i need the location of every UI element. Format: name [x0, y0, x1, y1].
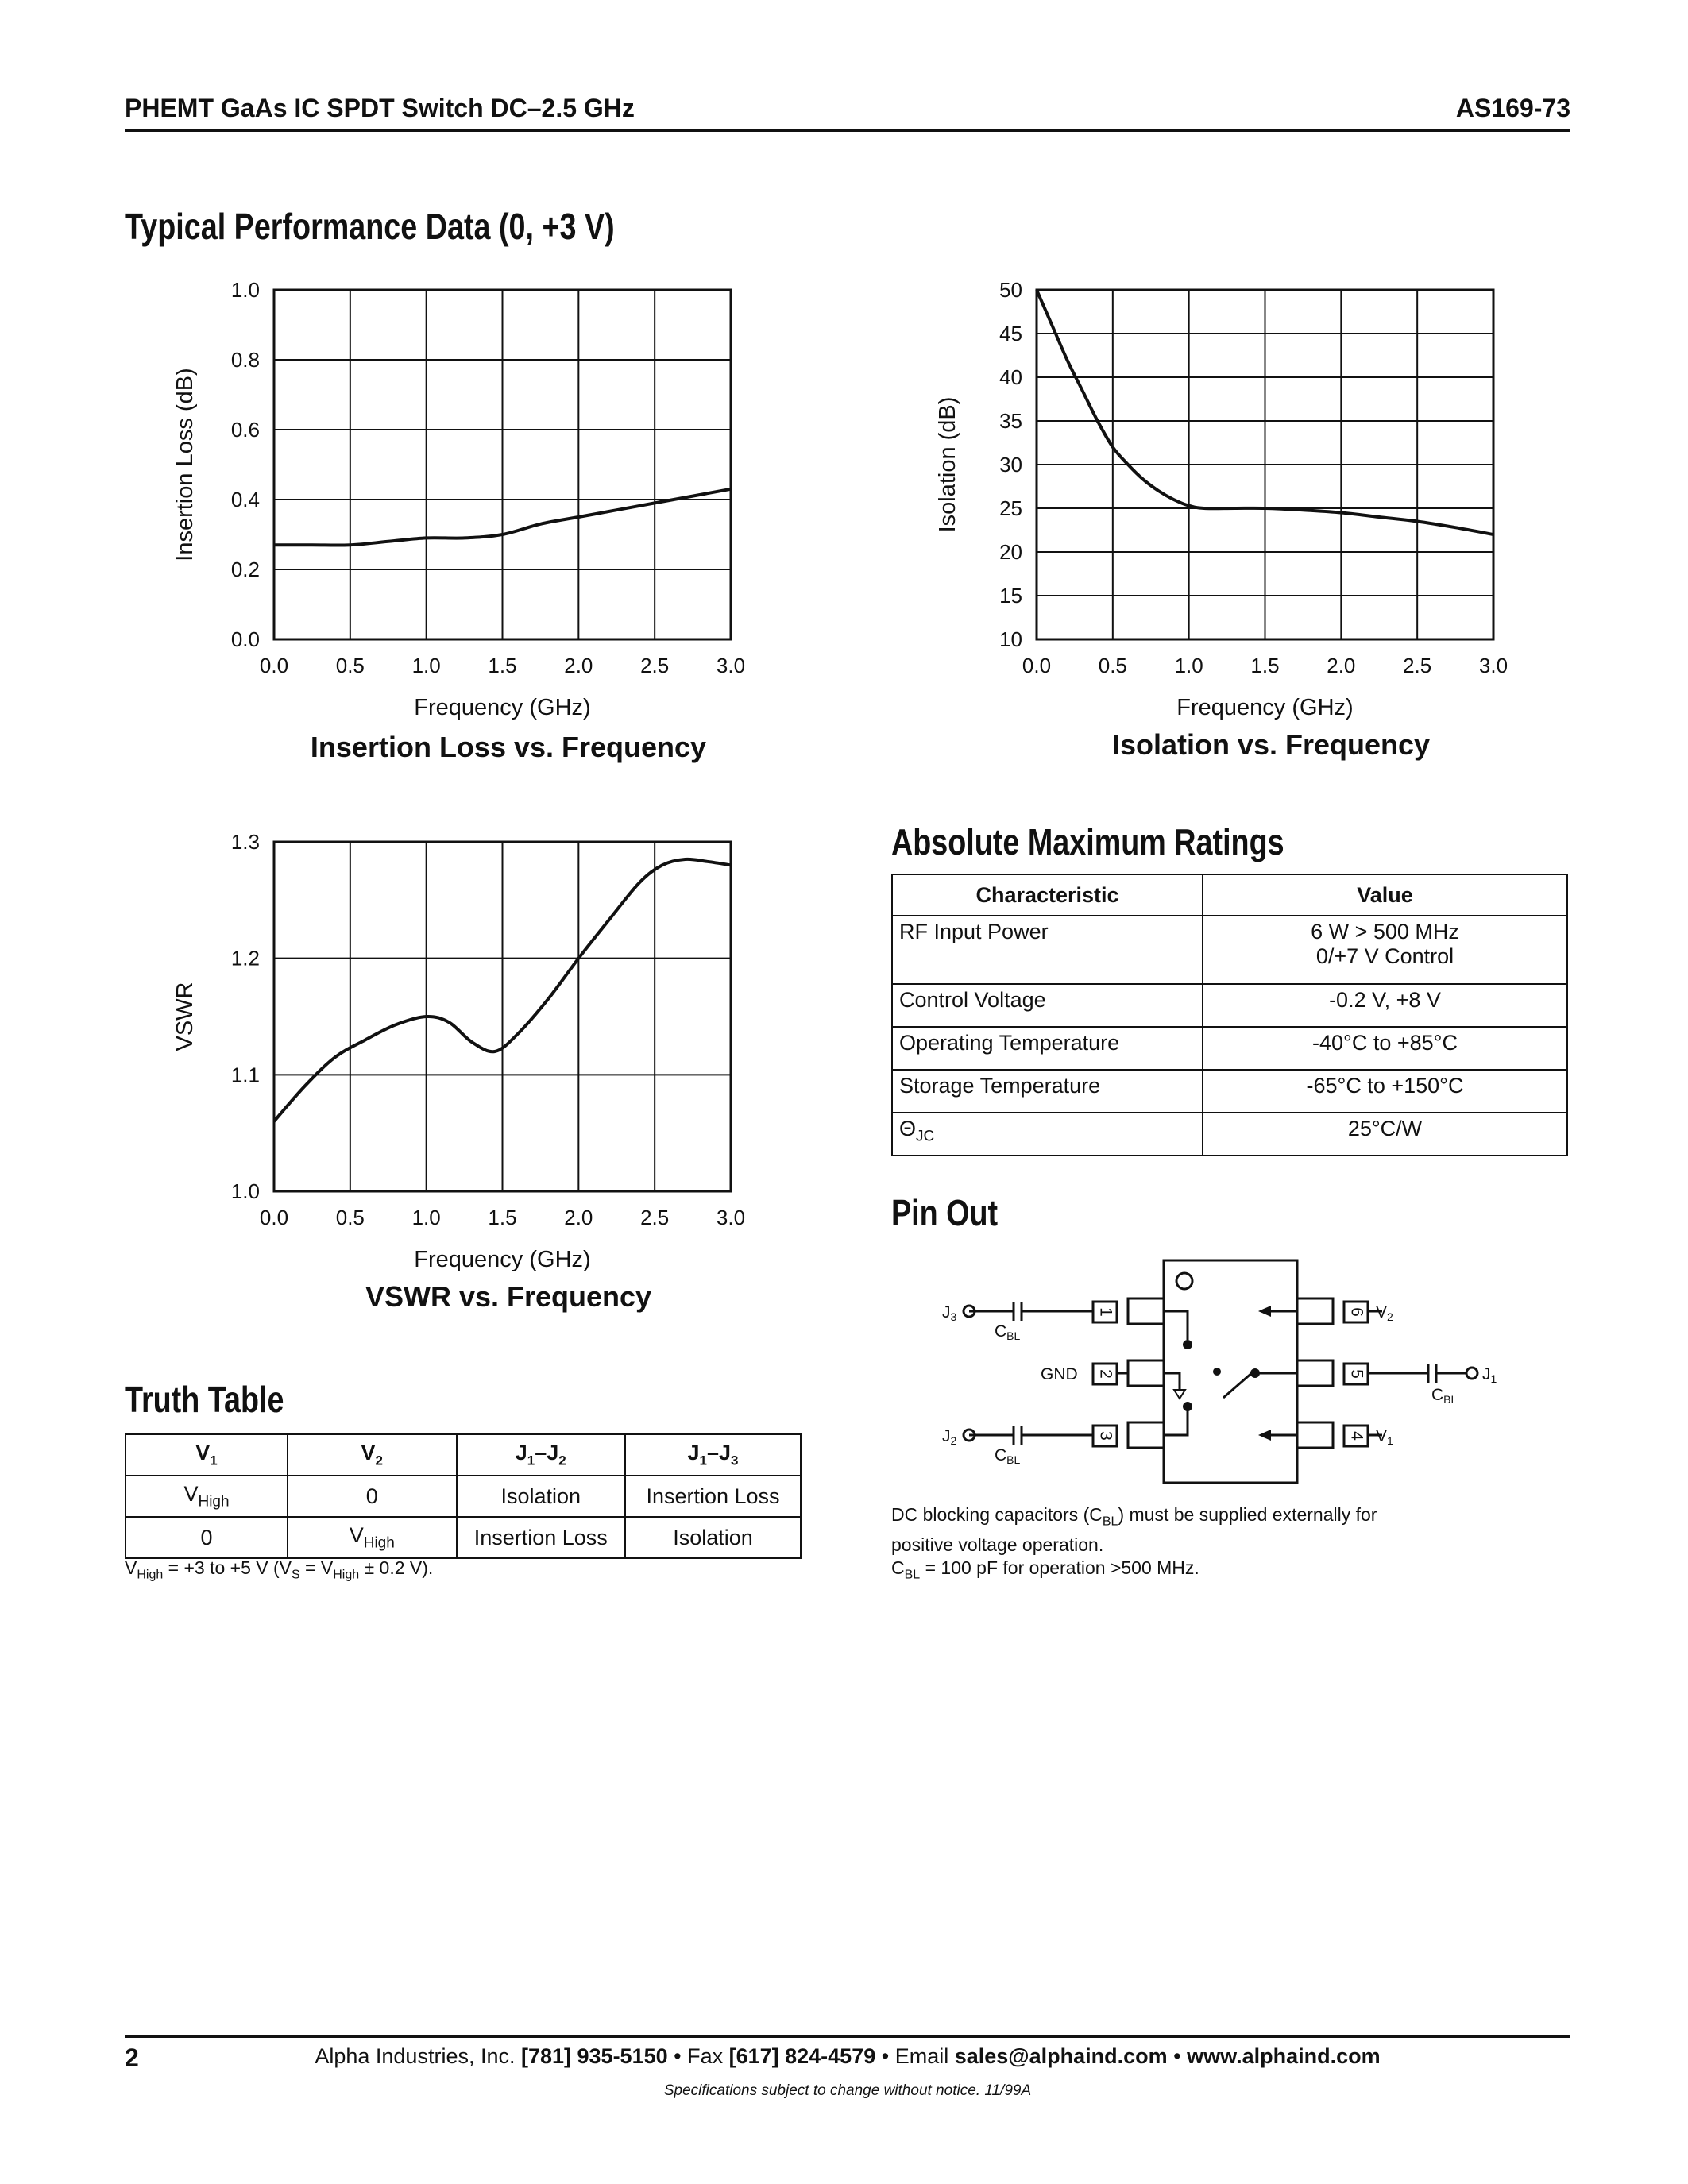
vswr-caption: VSWR vs. Frequency: [365, 1280, 652, 1313]
pinout-title: Pin Out: [891, 1192, 999, 1233]
x-tick-label: 1.0: [1174, 654, 1203, 677]
x-tick-label: 1.5: [488, 654, 517, 677]
pin-number: 3: [1096, 1431, 1115, 1441]
control-arrow-icon: [1258, 1306, 1271, 1317]
x-tick-label: 2.5: [640, 1206, 670, 1229]
pin-tab-right: [1297, 1422, 1333, 1448]
cbl-label: CBL: [995, 1322, 1021, 1342]
ground-icon: [1174, 1390, 1185, 1399]
amr-title: Absolute Maximum Ratings: [891, 821, 1284, 862]
x-tick-label: 0.5: [335, 654, 365, 677]
y-tick-label: 1.2: [230, 946, 260, 970]
pin-number: 4: [1347, 1431, 1366, 1441]
table-row: [126, 1517, 801, 1558]
table-row: [892, 1070, 1567, 1113]
amr-cell-value: -65°C to +150°C: [1203, 1070, 1567, 1113]
pin-number: 6: [1347, 1307, 1366, 1317]
y-tick-label: 20: [999, 540, 1022, 564]
x-tick-label: 2.5: [1403, 654, 1432, 677]
amr-header-row: [892, 874, 1567, 916]
truth-col-v2: $V_2$: [288, 1434, 457, 1476]
footer-contact: Alpha Industries, Inc. [781] 935-5150 • Fax [617] 824-4579 • Email sales@alphaind.com • www.alphaind.com: [315, 2044, 1381, 2068]
gnd-label: GND: [1041, 1365, 1078, 1383]
pinout-diagram: [937, 1251, 1497, 1489]
amr-cell-value: -40°C to +85°C: [1203, 1027, 1567, 1070]
amr-cell-char: Storage Temperature: [892, 1070, 1203, 1113]
table-row: [126, 1476, 801, 1517]
x-tick-label: 2.5: [640, 654, 670, 677]
x-axis-label: Frequency (GHz): [414, 695, 591, 720]
theta-subscript: JC: [916, 1128, 935, 1145]
y-tick-label: 0.2: [230, 558, 260, 581]
truth-cell: 0: [126, 1517, 288, 1558]
x-tick-label: 1.0: [411, 1206, 441, 1229]
package-body: [1164, 1260, 1297, 1483]
x-tick-label: 2.0: [564, 654, 593, 677]
section-title: Typical Performance Data (0, +3 V): [125, 206, 615, 247]
amr-table: [891, 874, 1568, 1156]
y-tick-label: 25: [999, 496, 1022, 520]
isolation-chart: [921, 266, 1541, 719]
footer-disclaimer: Specifications subject to change without notice. 11/99A: [663, 2082, 1032, 2099]
truth-cell: Isolation: [457, 1476, 626, 1517]
part-number: AS169-73: [1455, 94, 1570, 122]
j3-label: J3: [942, 1303, 957, 1323]
table-row: [892, 916, 1567, 984]
truth-col-j1j3: $J_1-J_3$: [625, 1434, 801, 1476]
x-tick-label: 2.0: [1327, 654, 1356, 677]
table-row: [892, 1113, 1567, 1156]
y-tick-label: 10: [999, 627, 1022, 651]
isolation-caption: Isolation vs. Frequency: [1111, 728, 1431, 761]
x-tick-label: 3.0: [716, 654, 746, 677]
x-tick-label: 0.0: [1022, 654, 1052, 677]
amr-cell-value: [1203, 916, 1567, 984]
truth-note: $V_{High} = +3$ to +5 V ($V_S = V_{High} \pm 0.2$ V).: [125, 1557, 434, 1582]
y-tick-label: 35: [999, 409, 1022, 433]
y-tick-label: 0.8: [230, 348, 260, 372]
j1-label: J1: [1482, 1365, 1497, 1385]
header-rule: [125, 129, 1570, 132]
y-tick-label: 1.0: [230, 1179, 260, 1203]
pin-tab-left: [1128, 1360, 1164, 1386]
amr-value-line: 0/+7 V Control: [1315, 944, 1454, 968]
insertion-loss-chart: [159, 266, 778, 719]
amr-cell-char: Operating Temperature: [892, 1027, 1203, 1070]
truth-title: Truth Table: [125, 1379, 284, 1420]
x-tick-label: 0.5: [335, 1206, 365, 1229]
x-tick-label: 3.0: [1478, 654, 1508, 677]
page-number: 2: [125, 2043, 139, 2072]
truth-table: [125, 1433, 802, 1559]
pin-number: 1: [1096, 1307, 1115, 1317]
x-tick-label: 1.5: [1250, 654, 1280, 677]
truth-cell: $V_{High}$: [288, 1517, 457, 1558]
y-tick-label: 50: [999, 278, 1022, 302]
footer-rule: [125, 2035, 1570, 2038]
y-tick-label: 15: [999, 584, 1022, 608]
y-tick-label: 0.6: [230, 418, 260, 442]
pin-tab-right: [1297, 1360, 1333, 1386]
truth-col-j1j2: $J_1-J_2$: [457, 1434, 626, 1476]
amr-value-line: 6 W > 500 MHz: [1311, 920, 1459, 943]
y-tick-label: 40: [999, 365, 1022, 389]
truth-cell: Insertion Loss: [457, 1517, 626, 1558]
theta-symbol: Θ: [899, 1117, 917, 1140]
y-tick-label: 0.0: [230, 627, 260, 651]
truth-cell: Insertion Loss: [625, 1476, 801, 1517]
pin-number: 5: [1347, 1369, 1366, 1379]
x-tick-label: 3.0: [716, 1206, 746, 1229]
amr-cell-value: -0.2 V, +8 V: [1203, 984, 1567, 1027]
amr-cell-char: [892, 1113, 1203, 1156]
amr-col-value: Value: [1203, 874, 1567, 916]
y-tick-label: 45: [999, 322, 1022, 345]
insertion-loss-caption: Insertion Loss vs. Frequency: [310, 731, 707, 763]
amr-cell-char: Control Voltage: [892, 984, 1203, 1027]
v1-label: V1: [1376, 1427, 1393, 1447]
y-axis-label: Insertion Loss (dB): [172, 368, 198, 561]
y-tick-label: 1.1: [230, 1063, 260, 1087]
x-tick-label: 0.0: [259, 654, 289, 677]
pinout-note: DC blocking capacitors $(C_{BL})$ must be supplied externally for positive voltage operation. $C_{BL} = 100$ pF for operation >500 MHz.: [891, 1504, 1377, 1582]
v2-label: V2: [1376, 1303, 1393, 1323]
truth-cell: Isolation: [625, 1517, 801, 1558]
cbl-label: CBL: [995, 1446, 1021, 1466]
pin-tab-left: [1128, 1422, 1164, 1448]
doc-title: PHEMT GaAs IC SPDT Switch DC–2.5 GHz: [125, 94, 635, 122]
table-row: [892, 984, 1567, 1027]
truth-cell: 0: [288, 1476, 457, 1517]
x-axis-label: Frequency (GHz): [414, 1247, 591, 1272]
y-tick-label: 0.4: [230, 488, 260, 511]
x-tick-label: 0.0: [259, 1206, 289, 1229]
pin-tab-left: [1128, 1298, 1164, 1324]
pin-number: 2: [1096, 1369, 1115, 1379]
truth-header-row: [126, 1434, 801, 1476]
amr-col-characteristic: Characteristic: [892, 874, 1203, 916]
pin-tab-right: [1297, 1298, 1333, 1324]
y-tick-label: 30: [999, 453, 1022, 477]
truth-col-v1: $V_1$: [126, 1434, 288, 1476]
y-axis-label: Isolation (dB): [935, 396, 960, 533]
amr-cell-char: RF Input Power: [892, 916, 1203, 984]
website-link[interactable]: www.alphaind.com: [1187, 2044, 1381, 2068]
pin1-indicator-icon: [1176, 1273, 1192, 1289]
x-tick-label: 1.0: [411, 654, 441, 677]
email-link[interactable]: sales@alphaind.com: [954, 2044, 1168, 2068]
amr-cell-value: 25°C/W: [1203, 1113, 1567, 1156]
y-tick-label: 1.0: [230, 278, 260, 302]
table-row: [892, 1027, 1567, 1070]
cbl-label: CBL: [1431, 1386, 1458, 1406]
j2-label: J2: [942, 1427, 957, 1447]
x-tick-label: 2.0: [564, 1206, 593, 1229]
y-axis-label: VSWR: [172, 982, 198, 1051]
x-tick-label: 1.5: [488, 1206, 517, 1229]
x-tick-label: 0.5: [1098, 654, 1127, 677]
control-arrow-icon: [1258, 1430, 1271, 1441]
truth-cell: $V_{High}$: [126, 1476, 288, 1517]
vswr-chart: [159, 818, 778, 1271]
x-axis-label: Frequency (GHz): [1176, 695, 1354, 720]
y-tick-label: 1.3: [230, 830, 260, 854]
